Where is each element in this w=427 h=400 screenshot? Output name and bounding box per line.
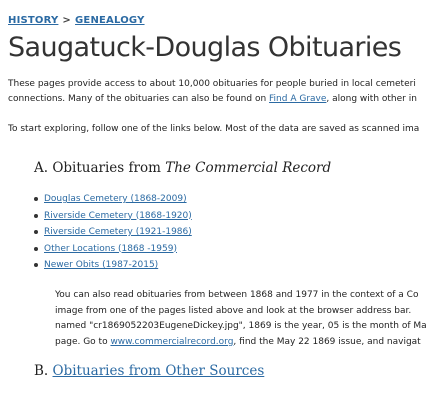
context-line-1: You can also read obituaries from between 1868 and 1977 in the context of a Co <box>55 290 419 300</box>
section-b-prefix: B. <box>34 363 53 379</box>
list-item <box>34 224 192 241</box>
intro-line-2-end: , along with other in <box>326 94 417 104</box>
intro-line-1: These pages provide access to about 10,000 obituaries for people buried in local cemeteri <box>8 79 416 89</box>
intro-paragraph <box>8 77 417 107</box>
context-line-3: named "cr1869052203EugeneDickey.jpg", 1869 is the year, 05 is the month of Ma <box>55 321 427 331</box>
douglas-cemetery-link[interactable]: Douglas Cemetery (1868-2009) <box>44 194 187 204</box>
breadcrumb-history-link[interactable]: HISTORY <box>8 15 59 26</box>
page-title: Saugatuck-Douglas Obituaries <box>8 32 402 63</box>
riverside-cemetery-1921-link[interactable]: Riverside Cemetery (1921-1986) <box>44 227 192 237</box>
breadcrumb-separator: > <box>62 15 72 26</box>
context-line-4-end: , find the May 22 1869 issue, and navigat <box>233 336 421 347</box>
breadcrumb <box>8 15 145 26</box>
section-a-heading <box>34 160 331 176</box>
explore-paragraph: To start exploring, follow one of the links below. Most of the data are saved as scanned ima <box>8 124 420 134</box>
context-line-2: image from one of the pages listed above and look at the browser address bar. <box>55 305 412 316</box>
commercial-record-link[interactable]: www.commercialrecord.org <box>110 336 234 347</box>
list-item <box>34 257 192 274</box>
bullet-icon <box>34 247 38 251</box>
bullet-icon <box>34 230 38 234</box>
breadcrumb-genealogy-link[interactable]: GENEALOGY <box>75 15 145 26</box>
context-line-4-start: page. Go to <box>55 336 111 347</box>
list-item <box>34 191 192 208</box>
context-line-4 <box>55 335 421 351</box>
list-item <box>34 208 192 225</box>
bullet-icon <box>34 197 38 201</box>
list-item <box>34 241 192 258</box>
section-a-prefix: A. Obituaries from <box>34 160 166 176</box>
context-paragraph <box>55 288 427 350</box>
section-a-publication-name: The Commercial Record <box>165 160 332 176</box>
intro-line-2 <box>8 92 417 107</box>
riverside-cemetery-1868-link[interactable]: Riverside Cemetery (1868-1920) <box>44 210 192 221</box>
bullet-icon <box>34 263 38 267</box>
obituary-link-list <box>34 191 192 274</box>
other-sources-link[interactable]: Obituaries from Other Sources <box>52 363 265 379</box>
find-a-grave-link[interactable]: Find A Grave <box>269 94 327 104</box>
newer-obits-link[interactable]: Newer Obits (1987-2015) <box>44 260 159 270</box>
intro-line-2-start: connections. Many of the obituaries can also be found on <box>8 94 270 104</box>
section-b-heading <box>34 363 264 379</box>
other-locations-link[interactable]: Other Locations (1868 -1959) <box>44 243 177 254</box>
bullet-icon <box>34 214 38 218</box>
